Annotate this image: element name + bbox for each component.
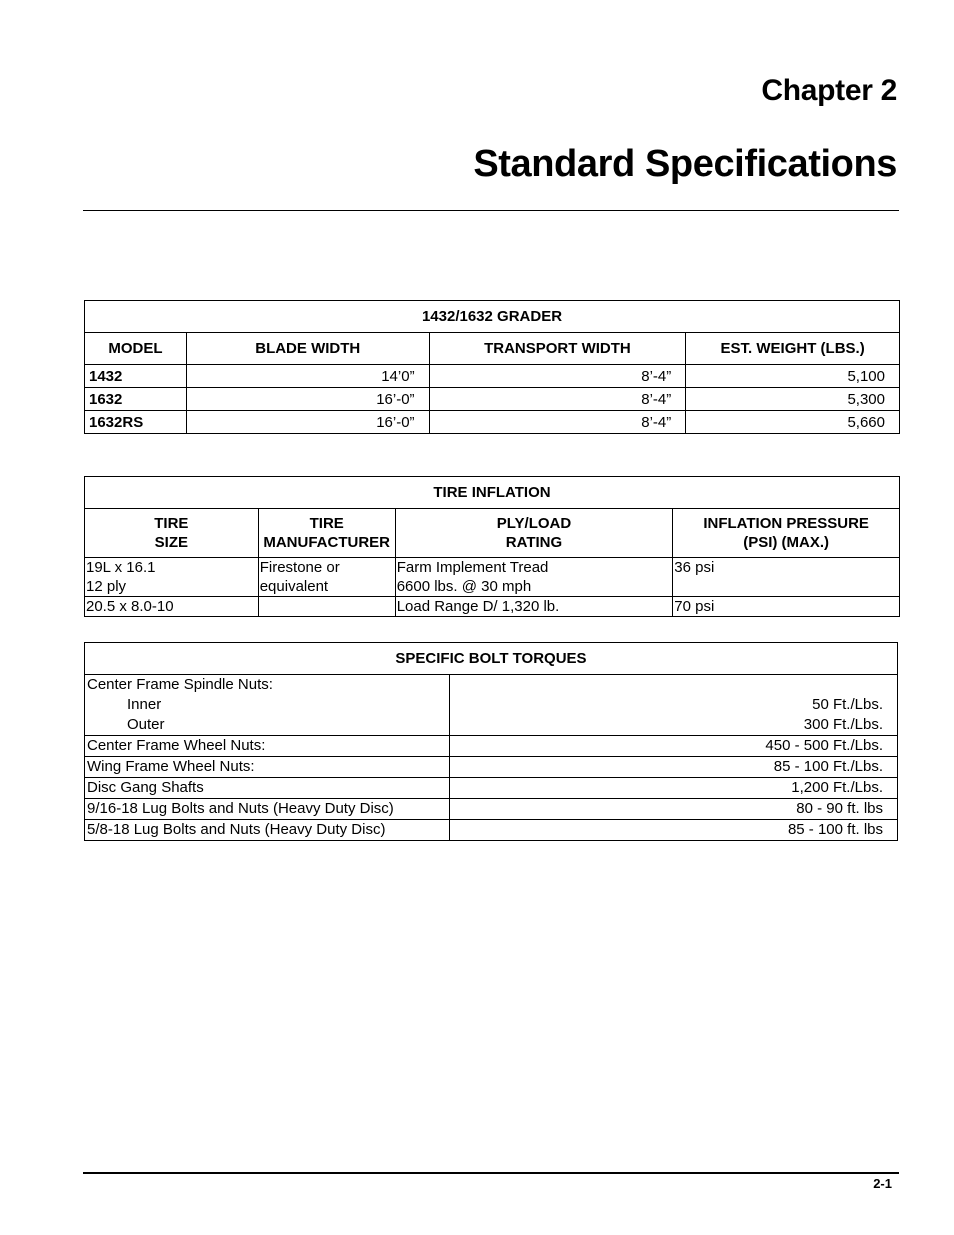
cell-line: equivalent [259, 578, 329, 595]
torque-label-cell: Disc Gang Shafts [85, 778, 450, 799]
cell-line: Load Range D/ 1,320 lb. [396, 598, 560, 615]
torque-value-cell: 450 - 500 Ft./Lbs. [449, 736, 897, 757]
cell-line: 20.5 x 8.0-10 [86, 598, 174, 615]
table-row [85, 411, 900, 434]
pressure-cell [673, 597, 900, 617]
transport-width-cell: 8’-4” [429, 365, 686, 388]
grader-specs-table [84, 300, 900, 434]
inner-label: Inner [127, 696, 162, 713]
weight-cell: 5,100 [686, 365, 900, 388]
ply-load-cell [395, 597, 673, 617]
torque-value-cell: 85 - 100 ft. lbs [449, 820, 897, 841]
table-row [85, 365, 900, 388]
cell-line: 12 ply [86, 578, 127, 595]
table-row [85, 675, 898, 736]
header-line: PLY/LOAD [496, 515, 572, 532]
header-line: (PSI) (MAX.) [743, 534, 830, 551]
cell-line: Farm Implement Tread [396, 559, 549, 576]
model-cell: 1432 [85, 365, 187, 388]
tire-inflation-table [84, 476, 900, 617]
table-row [85, 388, 900, 411]
torque-label-cell: 9/16-18 Lug Bolts and Nuts (Heavy Duty Disc) [85, 799, 450, 820]
header-line: TIRE [154, 515, 189, 532]
header-divider [83, 210, 899, 211]
column-header-tire-size [85, 509, 259, 558]
blade-width-cell: 14’0” [186, 365, 429, 388]
outer-value: 300 Ft./Lbs. [803, 716, 883, 733]
chapter-heading: Chapter 2 [761, 74, 897, 107]
bolt-torques-table [84, 642, 898, 841]
transport-width-cell: 8’-4” [429, 411, 686, 434]
table-row [85, 597, 900, 617]
cell-line: Firestone or [259, 559, 340, 576]
cell-line: 6600 lbs. @ 30 mph [396, 578, 532, 595]
column-header-tire-manufacturer [258, 509, 395, 558]
table-row [85, 558, 900, 597]
table-row [85, 757, 898, 778]
model-cell: 1632RS [85, 411, 187, 434]
model-cell: 1632 [85, 388, 187, 411]
outer-label: Outer [127, 716, 165, 733]
header-line: SIZE [154, 534, 189, 551]
torque-label-cell: Wing Frame Wheel Nuts: [85, 757, 450, 778]
table-row [85, 778, 898, 799]
table-row [85, 736, 898, 757]
header-line: MANUFACTURER [263, 534, 391, 551]
spindle-label: Center Frame Spindle Nuts: [87, 676, 273, 693]
blade-width-cell: 16’-0” [186, 388, 429, 411]
header-line: INFLATION PRESSURE [703, 515, 869, 532]
cell-line: 19L x 16.1 [86, 559, 156, 576]
torque-value-cell: 80 - 90 ft. lbs [449, 799, 897, 820]
column-header-blade-width: BLADE WIDTH [186, 333, 429, 365]
page-number: 2-1 [873, 1176, 892, 1191]
torque-label-cell [85, 675, 450, 736]
table-row [85, 799, 898, 820]
tire-size-cell [85, 558, 259, 597]
header-line: TIRE [309, 515, 344, 532]
column-header-ply-load-rating [395, 509, 673, 558]
footer-divider [83, 1172, 899, 1174]
torque-value-cell: 1,200 Ft./Lbs. [449, 778, 897, 799]
weight-cell: 5,660 [686, 411, 900, 434]
ply-load-cell [395, 558, 673, 597]
torque-label-cell: 5/8-18 Lug Bolts and Nuts (Heavy Duty Disc) [85, 820, 450, 841]
transport-width-cell: 8’-4” [429, 388, 686, 411]
column-header-transport-width: TRANSPORT WIDTH [429, 333, 686, 365]
torque-value-cell [449, 675, 897, 736]
pressure-cell [673, 558, 900, 597]
inner-value: 50 Ft./Lbs. [812, 696, 883, 713]
blade-width-cell: 16’-0” [186, 411, 429, 434]
column-header-est-weight: EST. WEIGHT (LBS.) [686, 333, 900, 365]
page-title: Standard Specifications [473, 143, 897, 185]
column-header-model: MODEL [85, 333, 187, 365]
bolt-table-title: SPECIFIC BOLT TORQUES [85, 643, 898, 675]
column-header-inflation-pressure [673, 509, 900, 558]
torque-label-cell: Center Frame Wheel Nuts: [85, 736, 450, 757]
manufacturer-cell [258, 558, 395, 597]
cell-line: 36 psi [674, 559, 715, 576]
table-row [85, 820, 898, 841]
tire-size-cell [85, 597, 259, 617]
manufacturer-cell [258, 597, 395, 617]
tire-table-title: TIRE INFLATION [85, 477, 900, 509]
cell-line: 70 psi [674, 598, 715, 615]
header-line: RATING [505, 534, 563, 551]
grader-table-title: 1432/1632 GRADER [85, 301, 900, 333]
torque-value-cell: 85 - 100 Ft./Lbs. [449, 757, 897, 778]
weight-cell: 5,300 [686, 388, 900, 411]
